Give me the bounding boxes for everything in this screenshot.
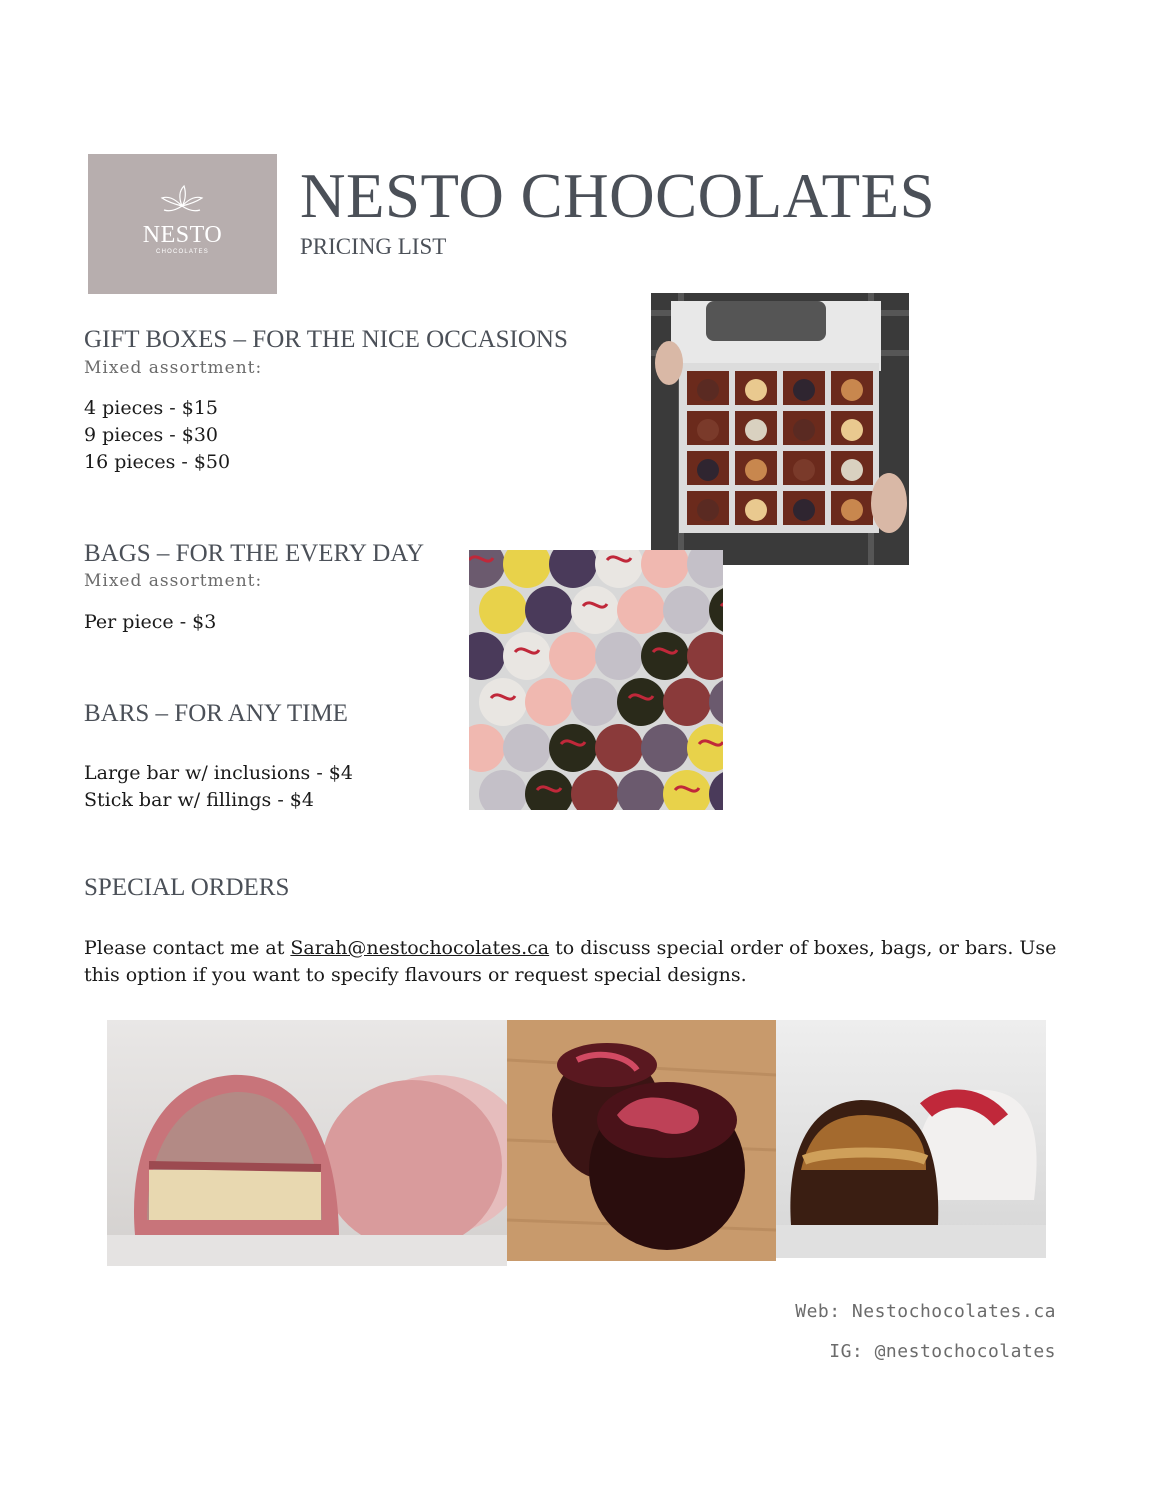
price-item: Large bar w/ inclusions - $4 bbox=[84, 762, 353, 784]
brand-logo bbox=[88, 154, 277, 294]
email-link[interactable]: Sarah@nestochocolates.ca bbox=[290, 937, 550, 959]
special-orders-heading: SPECIAL ORDERS bbox=[84, 874, 290, 901]
caramel-bonbon-photo bbox=[776, 1020, 1046, 1258]
special-text-after: to discuss special order of boxes, bags, or bars. Use this option if you want to specify flavours or request special designs. bbox=[84, 937, 1057, 986]
gift-boxes-heading: GIFT BOXES – FOR THE NICE OCCASIONS bbox=[84, 326, 568, 353]
bags-sub: Mixed assortment: bbox=[84, 571, 263, 591]
gift-boxes-sub: Mixed assortment: bbox=[84, 358, 263, 378]
price-item: 4 pieces - $15 bbox=[84, 397, 219, 419]
price-item: Per piece - $3 bbox=[84, 611, 217, 633]
logo-wordmark: NESTO bbox=[142, 222, 223, 248]
price-item: Stick bar w/ fillings - $4 bbox=[84, 789, 314, 811]
page-subtitle: PRICING LIST bbox=[300, 234, 447, 259]
footer-web: Web: Nestochocolates.ca bbox=[795, 1301, 1056, 1322]
page-title: NESTO CHOCOLATES bbox=[300, 161, 936, 231]
red-swirl-bonbon-photo bbox=[507, 1020, 776, 1261]
logo-subtext: CHOCOLATES bbox=[156, 249, 209, 255]
gift-box-photo bbox=[651, 293, 909, 565]
price-item: 9 pieces - $30 bbox=[84, 424, 219, 446]
raspberry-bonbon-photo bbox=[107, 1020, 507, 1266]
bags-heading: BAGS – FOR THE EVERY DAY bbox=[84, 540, 425, 567]
price-item: 16 pieces - $50 bbox=[84, 451, 231, 473]
special-orders-text bbox=[84, 935, 1084, 989]
special-text-before: Please contact me at bbox=[84, 937, 291, 959]
bag-chocolates-photo bbox=[469, 550, 723, 810]
bars-heading: BARS – FOR ANY TIME bbox=[84, 700, 348, 727]
footer-instagram: IG: @nestochocolates bbox=[829, 1341, 1056, 1362]
